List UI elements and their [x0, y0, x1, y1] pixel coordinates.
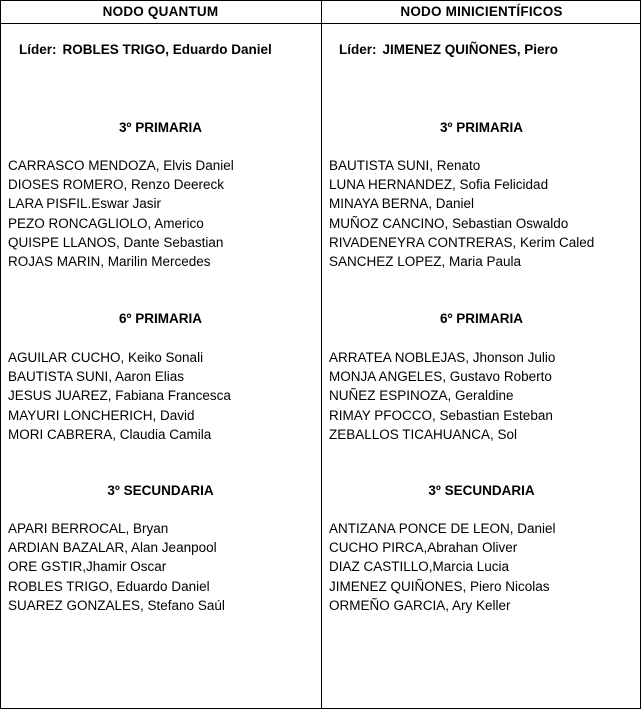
- leader-label: Líder:: [339, 42, 377, 57]
- section-heading-6-primaria: 6º PRIMARIA: [440, 311, 523, 326]
- list-item: AGUILAR CUCHO, Keiko Sonali: [8, 350, 204, 365]
- list-item: ROBLES TRIGO, Eduardo Daniel: [8, 578, 210, 594]
- student-list-6-primaria: [329, 348, 555, 444]
- list-item: JIMENEZ QUIÑONES, Piero Nicolas: [329, 578, 550, 594]
- list-item: SANCHEZ LOPEZ, Maria Paula: [329, 253, 522, 269]
- list-item: BAUTISTA SUNI, Aaron Elias: [8, 369, 185, 385]
- list-item: JESUS JUAREZ, Fabiana Francesca: [8, 388, 231, 404]
- student-list-6-primaria: [8, 348, 231, 444]
- list-item: PEZO RONCAGLIOLO, Americo: [8, 215, 204, 231]
- list-item: ARDIAN BAZALAR, Alan Jeanpool: [8, 540, 217, 556]
- list-item: ORMEÑO GARCIA, Ary Keller: [329, 597, 511, 613]
- student-list-3-secundaria: [8, 519, 225, 615]
- list-item: DIAZ CASTILLO,Marcia Lucia: [329, 559, 510, 575]
- leader-name: JIMENEZ QUIÑONES, Piero: [382, 42, 559, 57]
- list-item: LARA PISFIL.Eswar Jasir: [8, 196, 162, 212]
- list-item: DIOSES ROMERO, Renzo Deereck: [8, 177, 225, 193]
- student-list-3-secundaria: [329, 519, 556, 615]
- list-item: SUAREZ GONZALES, Stefano Saúl: [8, 597, 225, 613]
- header-divider: [0, 23, 641, 24]
- list-item: ORE GSTIR,Jhamir Oscar: [8, 559, 167, 575]
- list-item: MINAYA BERNA, Daniel: [329, 196, 475, 212]
- section-heading-3-secundaria: 3º SECUNDARIA: [428, 483, 535, 498]
- list-item: MUÑOZ CANCINO, Sebastian Oswaldo: [329, 215, 569, 231]
- section-heading-3-primaria: 3º PRIMARIA: [119, 120, 202, 135]
- list-item: BAUTISTA SUNI, Renato: [329, 158, 481, 173]
- list-item: ZEBALLOS TICAHUANCA, Sol: [329, 426, 518, 442]
- list-item: ANTIZANA PONCE DE LEON, Daniel: [329, 521, 556, 536]
- section-heading-6-primaria: 6º PRIMARIA: [119, 311, 202, 326]
- list-item: MAYURI LONCHERICH, David: [8, 407, 195, 423]
- list-item: MORI CABRERA, Claudia Camila: [8, 426, 212, 442]
- list-item: RIVADENEYRA CONTRERAS, Kerim Caled: [329, 234, 595, 250]
- leader-name: ROBLES TRIGO, Eduardo Daniel: [62, 42, 272, 57]
- section-heading-3-secundaria: 3º SECUNDARIA: [107, 483, 214, 498]
- header-nodo-quantum: NODO QUANTUM: [102, 4, 219, 19]
- student-list-3-primaria: [329, 156, 594, 271]
- leader-label: Líder:: [19, 42, 57, 57]
- list-item: ROJAS MARIN, Marilin Mercedes: [8, 253, 211, 269]
- list-item: CARRASCO MENDOZA, Elvis Daniel: [8, 158, 234, 173]
- column-divider: [321, 0, 322, 709]
- section-heading-3-primaria: 3º PRIMARIA: [440, 120, 523, 135]
- list-item: QUISPE LLANOS, Dante Sebastian: [8, 234, 224, 250]
- list-item: ARRATEA NOBLEJAS, Jhonson Julio: [329, 350, 556, 365]
- leader-line: [19, 42, 272, 57]
- leader-line: [339, 42, 558, 57]
- list-item: RIMAY PFOCCO, Sebastian Esteban: [329, 407, 553, 423]
- list-item: LUNA HERNANDEZ, Sofia Felicidad: [329, 177, 549, 193]
- student-list-3-primaria: [8, 156, 234, 271]
- list-item: MONJA ANGELES, Gustavo Roberto: [329, 369, 552, 385]
- list-item: APARI BERROCAL, Bryan: [8, 521, 169, 536]
- header-nodo-minicientificos: NODO MINICIENTÍFICOS: [400, 4, 563, 19]
- list-item: CUCHO PIRCA,Abrahan Oliver: [329, 540, 518, 556]
- list-item: NUÑEZ ESPINOZA, Geraldine: [329, 388, 514, 404]
